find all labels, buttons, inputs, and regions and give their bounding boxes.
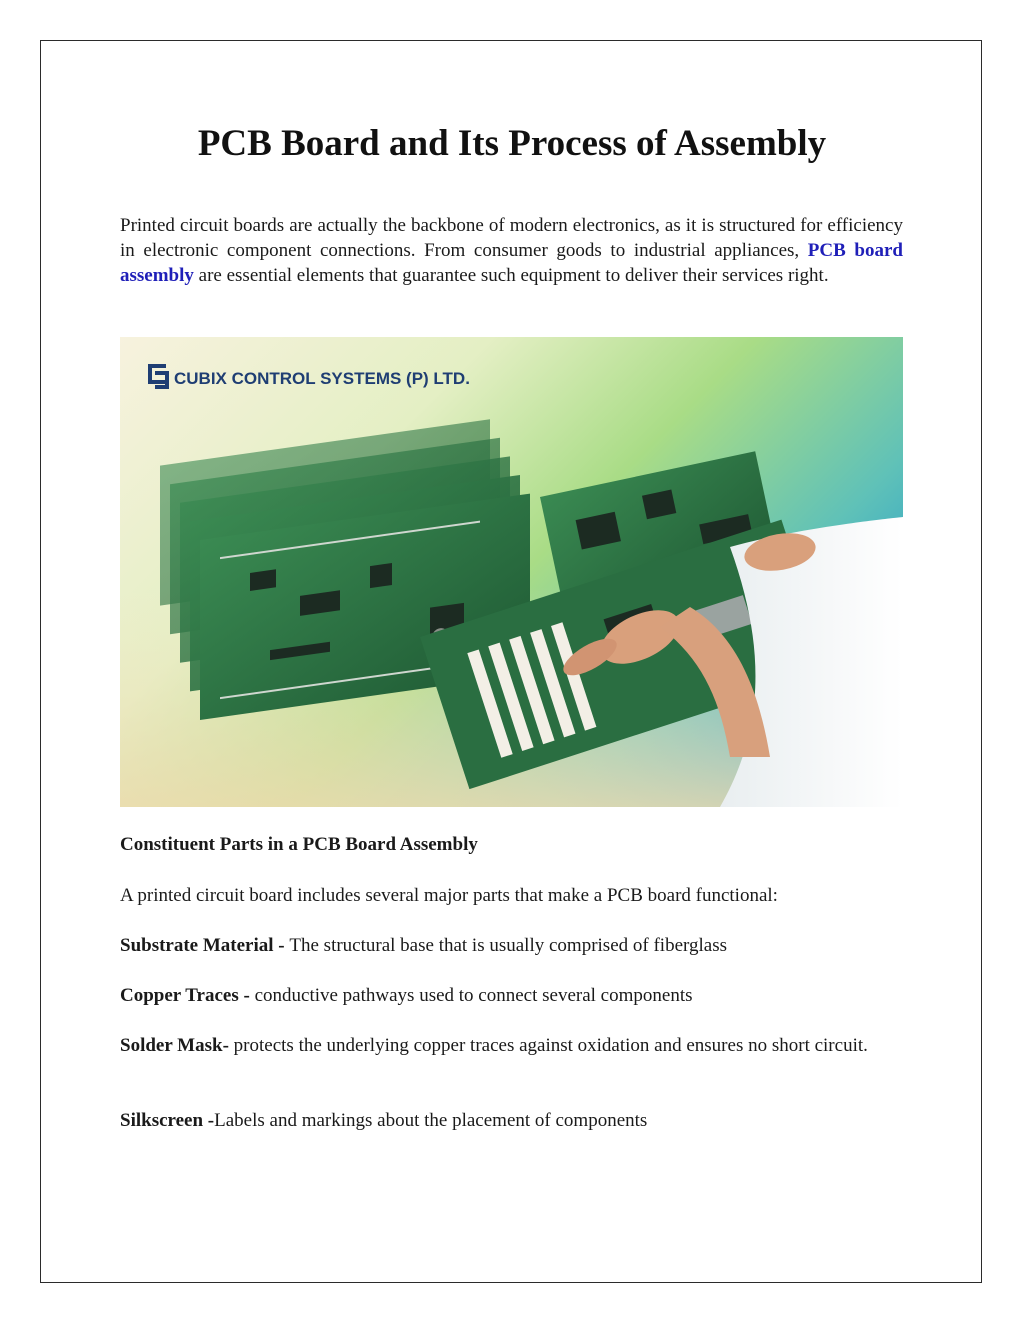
part-silkscreen	[120, 1108, 903, 1133]
section-heading: Constituent Parts in a PCB Board Assembly	[120, 834, 478, 855]
part-term: Substrate Material -	[120, 935, 290, 956]
section-intro: A printed circuit board includes several major parts that make a PCB board functional:	[120, 885, 778, 906]
document-title: PCB Board and Its Process of Assembly	[197, 123, 827, 164]
intro-text-start: Printed circuit boards are actually the backbone of modern electronics, as it is structured for efficiency in electronic component connections. From consumer goods to industrial appliances,	[120, 215, 903, 261]
intro-text-end: are essential elements that guarantee such equipment to deliver their services right.	[193, 265, 829, 286]
part-description: conductive pathways used to connect several components	[254, 985, 693, 1006]
pcb-assembly-link[interactable]: PCB board assembly	[120, 240, 903, 286]
part-description: The structural base that is usually comprised of fiberglass	[289, 935, 727, 956]
company-name: CUBIX CONTROL SYSTEMS (P) LTD.	[174, 369, 470, 388]
part-description: Labels and markings about the placement of components	[214, 1110, 648, 1131]
part-substrate	[120, 933, 903, 958]
part-copper-traces	[120, 983, 903, 1008]
part-term: Copper Traces -	[120, 985, 255, 1006]
part-description: protects the underlying copper traces against oxidation and ensures no short circuit.	[233, 1035, 868, 1056]
intro-paragraph	[120, 213, 903, 288]
part-term: Silkscreen -	[120, 1110, 215, 1131]
part-term: Solder Mask-	[120, 1035, 234, 1056]
part-solder-mask	[120, 1033, 903, 1058]
hero-image	[120, 337, 903, 807]
